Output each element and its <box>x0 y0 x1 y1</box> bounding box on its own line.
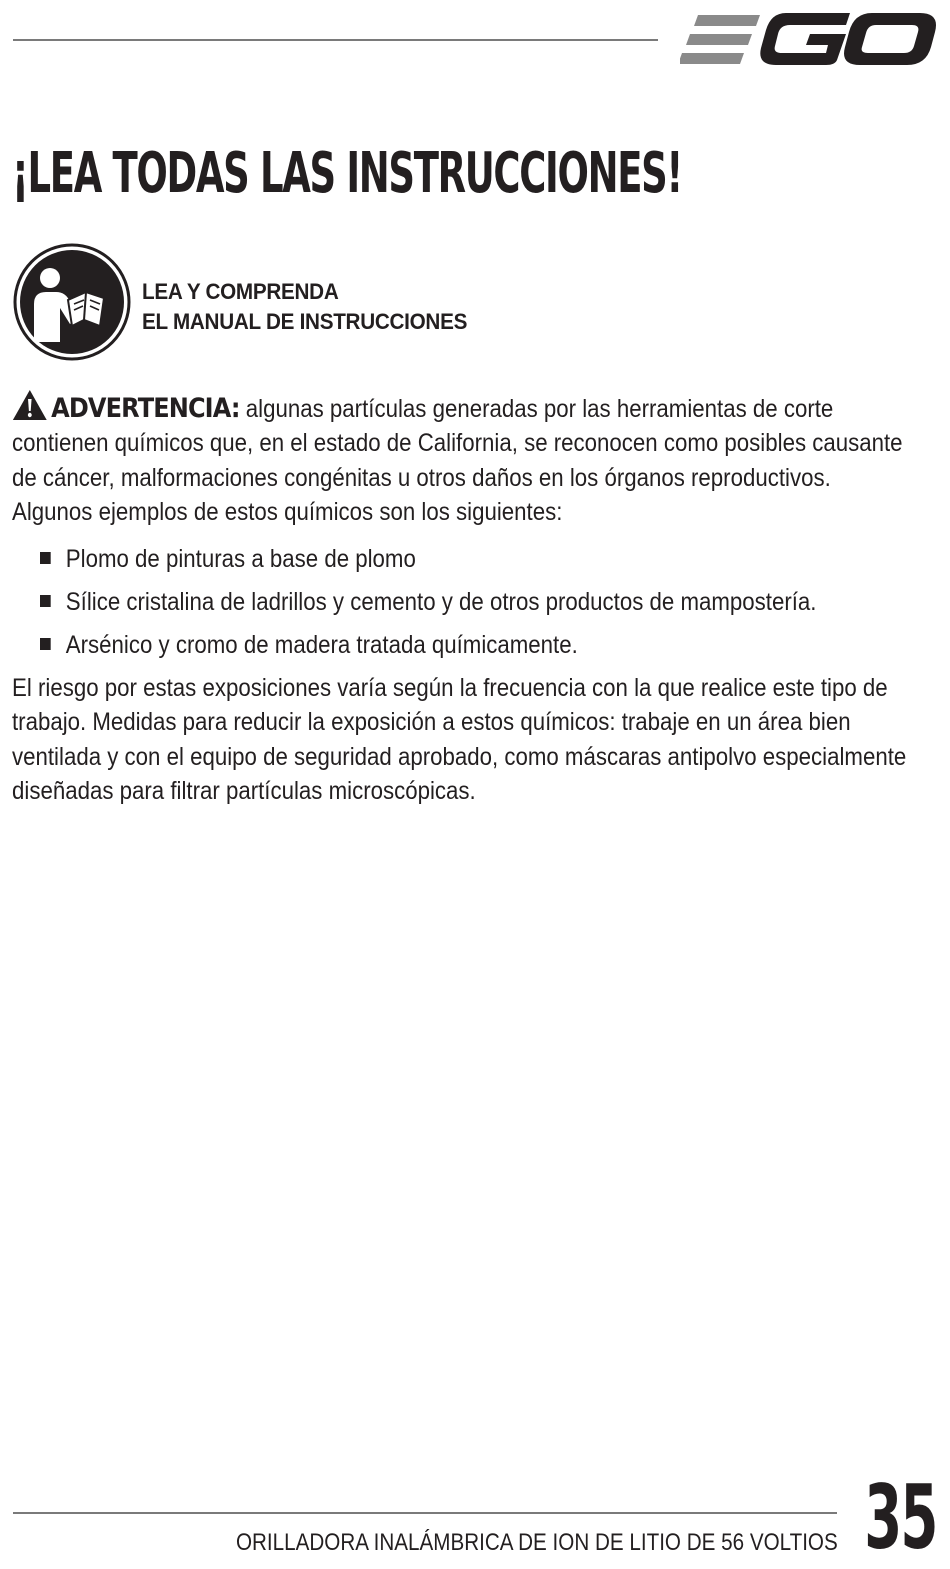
manual-caption-line1: LEA Y COMPRENDA <box>142 279 339 304</box>
bullet-square-icon <box>40 552 51 564</box>
warning-text: algunas partículas generadas por las herramientas de corte contienen químicos que, en el estado de California, se reconocen como posibles causante de cáncer, malformaciones congénitas u otros daños en los órganos reproductivos. Algunos ejemplos de estos químicos son los siguientes: <box>12 395 903 527</box>
page-title: ¡LEA TODAS LAS INSTRUCCIONES! <box>12 141 682 206</box>
list-item-text: Arsénico y cromo de madera tratada químicamente. <box>65 631 578 659</box>
manual-caption <box>142 277 467 337</box>
page-number: 35 <box>863 1466 936 1569</box>
chemical-examples-list <box>40 542 912 671</box>
list-item <box>40 585 816 628</box>
bullet-square-icon <box>40 638 51 650</box>
footer-product-name: ORILLADORA INALÁMBRICA DE ION DE LITIO DE 56 VOLTIOS <box>236 1529 838 1556</box>
header-rule <box>13 39 658 41</box>
list-item-text: Plomo de pinturas a base de plomo <box>65 545 416 573</box>
read-manual-icon <box>12 242 132 362</box>
list-item <box>40 542 816 585</box>
footer-rule <box>13 1512 837 1514</box>
ego-logo <box>680 10 936 68</box>
manual-caption-line2: EL MANUAL DE INSTRUCCIONES <box>142 309 468 334</box>
warning-label: ADVERTENCIA: <box>51 393 240 424</box>
warning-triangle-icon <box>12 389 48 421</box>
warning-paragraph <box>12 389 911 530</box>
risk-paragraph: El riesgo por estas exposiciones varía según la frecuencia con la que realice este tipo de trabajo. Medidas para reducir la exposición a estos químicos: trabaje en un área bien ventilada y con el equipo de seguridad aprobado, como máscaras antipolvo especialmente diseñadas para filtrar partículas microscópicas. <box>12 674 907 806</box>
bullet-square-icon <box>40 595 51 607</box>
list-item <box>40 628 816 671</box>
list-item-text: Sílice cristalina de ladrillos y cemento y de otros productos de mampostería. <box>65 588 817 616</box>
